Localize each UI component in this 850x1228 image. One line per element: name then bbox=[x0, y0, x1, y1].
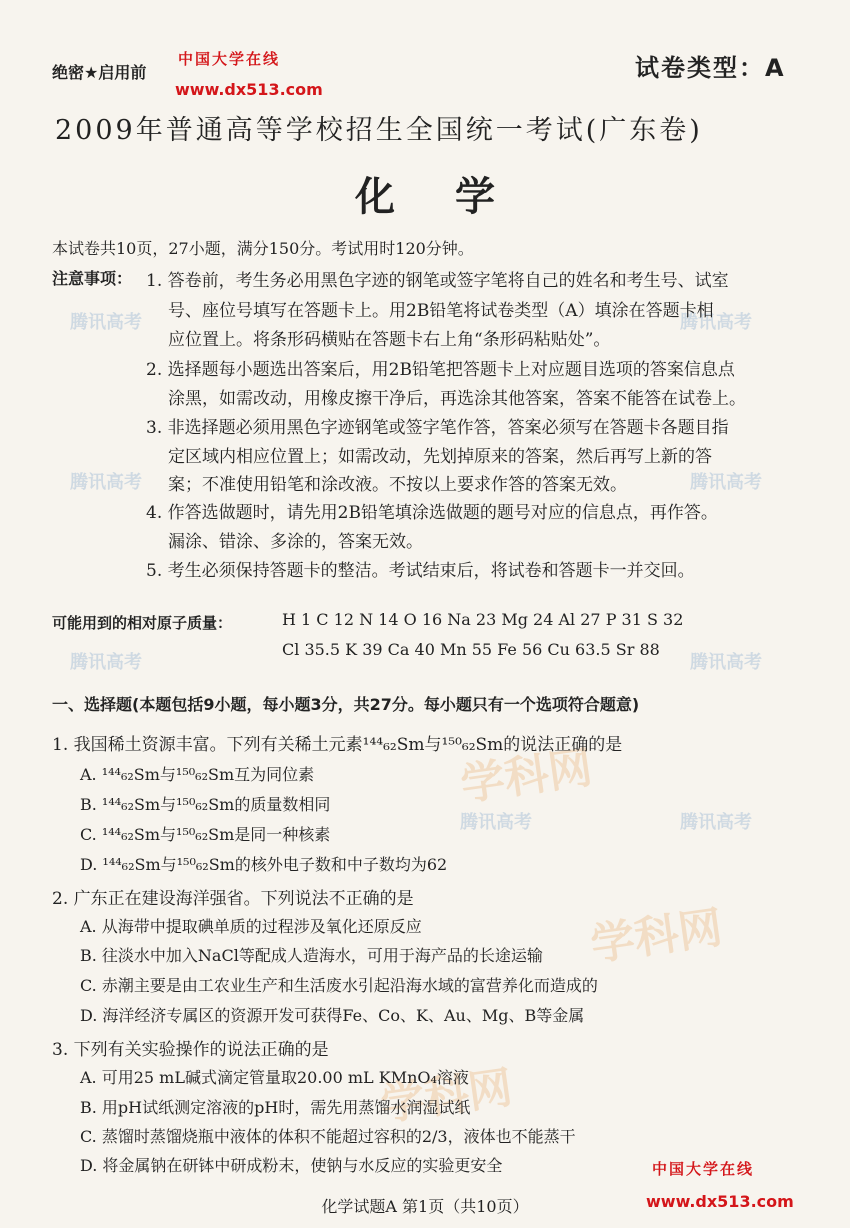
note-line: 定区域内相应位置上；如需改动，先划掉原来的答案，然后再写上新的答 bbox=[168, 447, 712, 467]
note-line: 漏涂、错涂、多涂的，答案无效。 bbox=[168, 532, 423, 552]
page-footer: 化学试题A 第1页（共10页） bbox=[321, 1197, 529, 1216]
question-option: D. ¹⁴⁴₆₂Sm与¹⁵⁰₆₂Sm的核外电子数和中子数均为62 bbox=[80, 855, 448, 874]
atomic-mass-line: H 1 C 12 N 14 O 16 Na 23 Mg 24 Al 27 P 31 S 32 bbox=[282, 610, 684, 629]
watermark-xueke: 学科网 bbox=[377, 1062, 516, 1131]
atomic-mass-line: Cl 35.5 K 39 Ca 40 Mn 55 Fe 56 Cu 63.5 Sr 88 bbox=[282, 640, 660, 659]
note-line: 应位置上。将条形码横贴在答题卡右上角“条形码粘贴处”。 bbox=[168, 330, 611, 350]
watermark-tencent: 腾讯高考 bbox=[70, 312, 142, 333]
question-option: D. 将金属钠在研钵中研成粉末，使钠与水反应的实验更安全 bbox=[80, 1156, 503, 1175]
paper-type: 试卷类型：A bbox=[635, 54, 786, 82]
watermark-tencent: 腾讯高考 bbox=[680, 812, 752, 833]
note-line: 2. 选择题每小题选出答案后，用2B铅笔把答题卡上对应题目选项的答案信息点 bbox=[146, 360, 735, 380]
question-option: A. ¹⁴⁴₆₂Sm与¹⁵⁰₆₂Sm互为同位素 bbox=[80, 765, 315, 784]
note-line: 涂黑，如需改动，用橡皮擦干净后，再选涂其他答案，答案不能答在试卷上。 bbox=[168, 389, 746, 409]
question-option: C. 蒸馏时蒸馏烧瓶中液体的体积不能超过容积的2/3，液体也不能蒸干 bbox=[80, 1127, 576, 1146]
question-option: A. 可用25 mL碱式滴定管量取20.00 mL KMnO₄溶液 bbox=[80, 1068, 469, 1087]
question-stem: 2. 广东正在建设海洋强省。下列说法不正确的是 bbox=[52, 889, 414, 909]
watermark-xueke: 学科网 bbox=[457, 742, 596, 811]
subject-title: 化学 bbox=[355, 174, 555, 220]
question-option: D. 海洋经济专属区的资源开发可获得Fe、Co、K、Au、Mg、B等金属 bbox=[80, 1006, 585, 1025]
site-url-link[interactable]: www.dx513.com bbox=[646, 1192, 794, 1211]
watermark-tencent: 腾讯高考 bbox=[70, 652, 142, 673]
question-option: B. ¹⁴⁴₆₂Sm与¹⁵⁰₆₂Sm的质量数相同 bbox=[80, 795, 331, 814]
note-line: 号、座位号填写在答题卡上。用2B铅笔将试卷类型（A）填涂在答题卡相 bbox=[168, 301, 714, 321]
note-line: 案；不准使用铅笔和涂改液。不按以上要求作答的答案无效。 bbox=[168, 475, 627, 495]
section-title: 一、选择题(本题包括9小题，每小题3分，共27分。每小题只有一个选项符合题意) bbox=[52, 695, 640, 714]
site-logo: 中国大学在线 bbox=[652, 1160, 755, 1178]
site-url-link[interactable]: www.dx513.com bbox=[175, 80, 323, 99]
question-option: B. 往淡水中加入NaCl等配成人造海水，可用于海产品的长途运输 bbox=[80, 946, 543, 965]
question-option: C. 赤潮主要是由工农业生产和生活废水引起沿海水域的富营养化而造成的 bbox=[80, 976, 598, 995]
note-line: 3. 非选择题必须用黑色字迹钢笔或签字笔作答，答案必须写在答题卡各题目指 bbox=[146, 418, 729, 438]
question-stem: 3. 下列有关实验操作的说法正确的是 bbox=[52, 1040, 329, 1060]
question-option: A. 从海带中提取碘单质的过程涉及氧化还原反应 bbox=[80, 917, 422, 936]
watermark-tencent: 腾讯高考 bbox=[690, 472, 762, 493]
atomic-mass-label: 可能用到的相对原子质量： bbox=[52, 614, 233, 632]
watermark-xueke: 学科网 bbox=[587, 902, 726, 971]
note-line: 5. 考生必须保持答题卡的整洁。考试结束后，将试卷和答题卡一并交回。 bbox=[146, 561, 695, 581]
secret-label: 绝密★启用前 bbox=[52, 63, 147, 82]
watermark-tencent: 腾讯高考 bbox=[690, 652, 762, 673]
question-option: C. ¹⁴⁴₆₂Sm与¹⁵⁰₆₂Sm是同一种核素 bbox=[80, 825, 331, 844]
site-logo: 中国大学在线 bbox=[178, 50, 281, 68]
note-line: 4. 作答选做题时，请先用2B铅笔填涂选做题的题号对应的信息点，再作答。 bbox=[146, 503, 718, 523]
question-option: B. 用pH试纸测定溶液的pH时，需先用蒸馏水润湿试纸 bbox=[80, 1098, 471, 1117]
note-line: 1. 答卷前，考生务必用黑色字迹的钢笔或签字笔将自己的姓名和考生号、试室 bbox=[146, 271, 729, 291]
watermark-tencent: 腾讯高考 bbox=[680, 312, 752, 333]
exam-title: 2009年普通高等学校招生全国统一考试(广东卷) bbox=[55, 115, 703, 146]
exam-intro: 本试卷共10页，27小题，满分150分。考试用时120分钟。 bbox=[52, 239, 474, 258]
question-stem: 1. 我国稀土资源丰富。下列有关稀土元素¹⁴⁴₆₂Sm与¹⁵⁰₆₂Sm的说法正确的是 bbox=[52, 735, 623, 755]
notes-label: 注意事项： bbox=[52, 269, 133, 288]
watermark-tencent: 腾讯高考 bbox=[460, 812, 532, 833]
watermark-tencent: 腾讯高考 bbox=[70, 472, 142, 493]
